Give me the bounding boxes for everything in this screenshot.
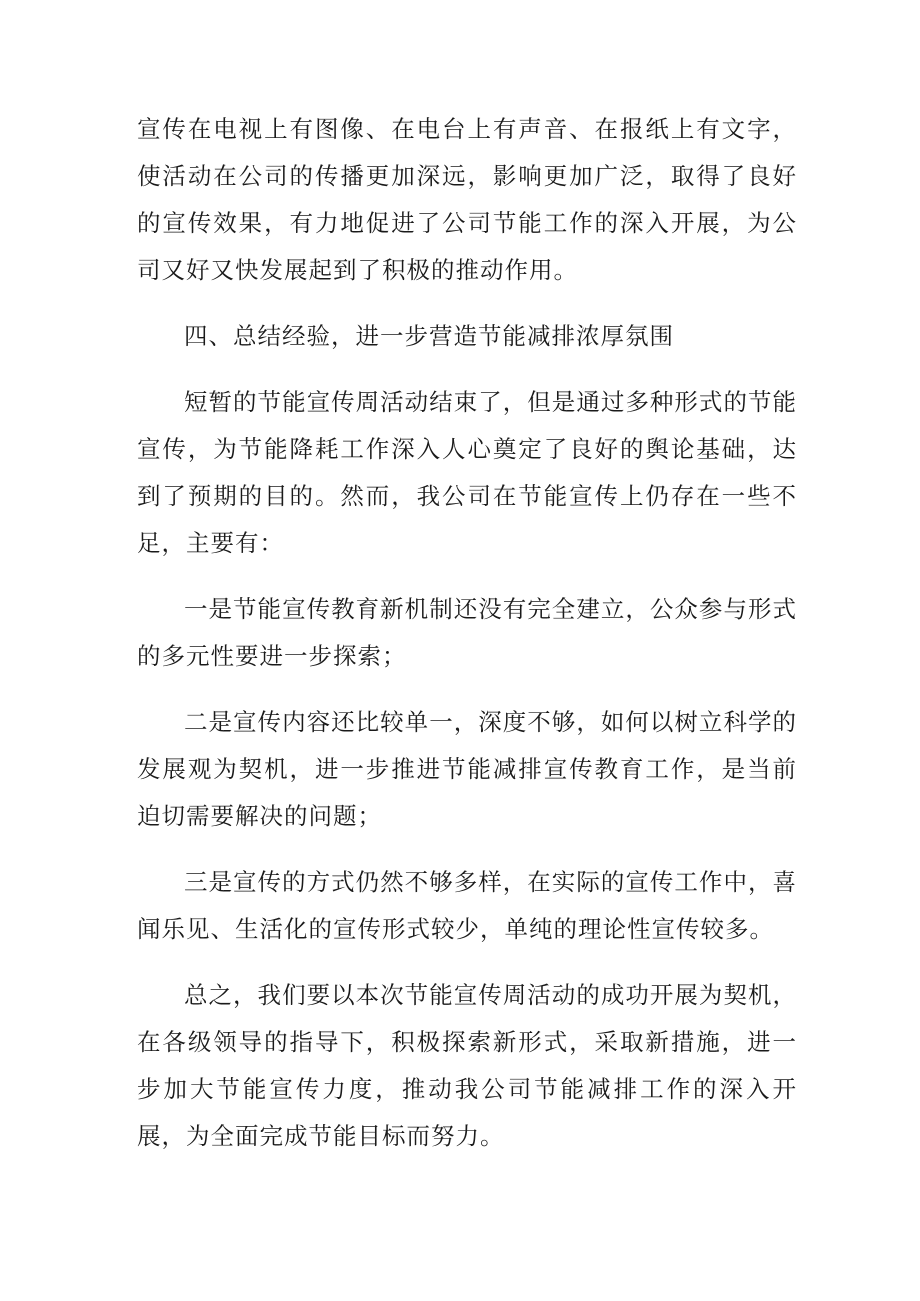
paragraph-point-one: 一是节能宣传教育新机制还没有完全建立，公众参与形式的多元性要进一步探索； [137,595,797,670]
paragraph-point-three: 三是宣传的方式仍然不够多样，在实际的宣传工作中，喜闻乐见、生活化的宣传形式较少，单纯的理论性宣传较多。 [137,868,797,943]
section-heading: 四、总结经验，进一步营造节能减排浓厚氛围 [184,322,674,350]
paragraph-continuation: 宣传在电视上有图像、在电台上有声音、在报纸上有文字，使活动在公司的传播更加深远，影响更加广泛，取得了良好的宣传效果，有力地促进了公司节能工作的深入开展，为公司又好又快发展起到了积极的推动作用。 [137,115,797,284]
paragraph-conclusion: 总之，我们要以本次节能宣传周活动的成功开展为契机，在各级领导的指导下，积极探索新形式，采取新措施，进一步加大节能宣传力度，推动我公司节能减排工作的深入开展，为全面完成节能目标而努力。 [137,981,797,1150]
paragraph-point-two: 二是宣传内容还比较单一，深度不够，如何以树立科学的发展观为契机，进一步推进节能减排宣传教育工作，是当前迫切需要解决的问题； [137,708,797,830]
document-body [137,106,797,1179]
paragraph-summary: 短暂的节能宣传周活动结束了，但是通过多种形式的节能宣传，为节能降耗工作深入人心奠定了良好的舆论基础，达到了预期的目的。然而，我公司在节能宣传上仍存在一些不足，主要有： [137,388,797,557]
